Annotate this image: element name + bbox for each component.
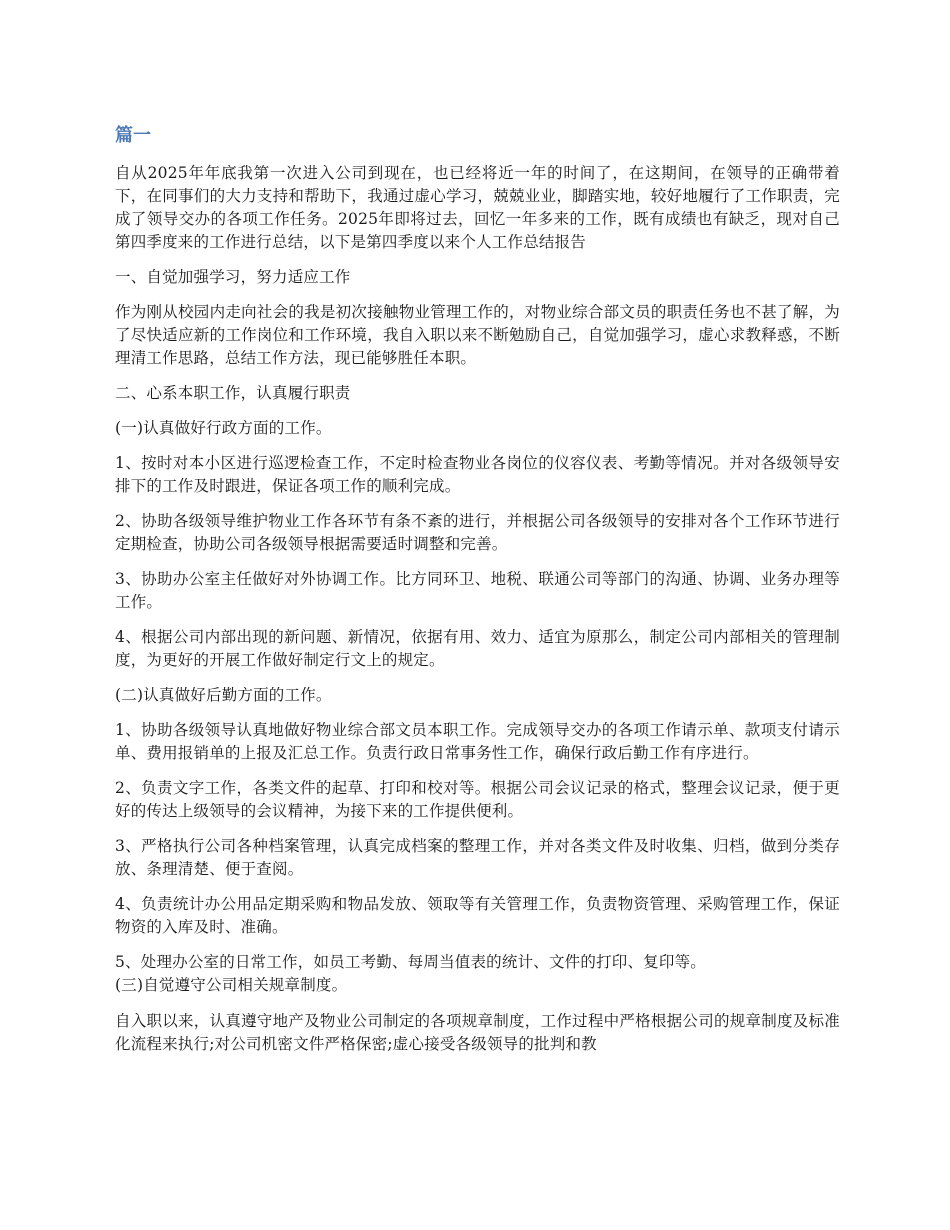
rules-paragraph: 自入职以来，认真遵守地产及物业公司制定的各项规章制度，工作过程中严格根据公司的规章制度及标准化流程来执行;对公司机密文件严格保密;虚心接受各级领导的批判和教	[115, 1012, 840, 1053]
logistics-item-3: 3、严格执行公司各种档案管理，认真完成档案的整理工作，并对各类文件及时收集、归档，做到分类存放、条理清楚、便于查阅。	[115, 837, 840, 878]
subsection-title-logistics: (二)认真做好后勤方面的工作。	[115, 686, 332, 704]
logistics-item-5: 5、处理办公室的日常工作，如员工考勤、每周当值表的统计、文件的打印、复印等。	[115, 953, 706, 971]
subsection-title-rules: (三)自觉遵守公司相关规章制度。	[115, 976, 348, 994]
admin-item-4: 4、根据公司内部出现的新问题、新情况，依据有用、效力、适宜为原那么，制定公司内部相关的管理制度，为更好的开展工作做好制定行文上的规定。	[115, 628, 840, 669]
admin-item-2: 2、协助各级领导维护物业工作各环节有条不紊的进行，并根据公司各级领导的安排对各个工作环节进行定期检查，协助公司各级领导根据需要适时调整和完善。	[115, 512, 840, 553]
document-body	[115, 122, 840, 1068]
logistics-item-1: 1、协助各级领导认真地做好物业综合部文员本职工作。完成领导交办的各项工作请示单、款项支付请示单、费用报销单的上报及汇总工作。负责行政日常事务性工作，确保行政后勤工作有序进行。	[115, 721, 840, 762]
admin-item-1: 1、按时对本小区进行巡逻检查工作，不定时检查物业各岗位的仪容仪表、考勤等情况。并对各级领导安排下的工作及时跟进，保证各项工作的顺利完成。	[115, 454, 840, 495]
section-heading: 篇一	[115, 125, 151, 146]
section-title-2: 二、心系本职工作，认真履行职责	[115, 384, 351, 402]
subsection-title-admin: (一)认真做好行政方面的工作。	[115, 419, 332, 437]
logistics-item-2: 2、负责文字工作，各类文件的起草、打印和校对等。根据公司会议记录的格式，整理会议记录，便于更好的传达上级领导的会议精神，为接下来的工作提供便利。	[115, 779, 840, 820]
intro-paragraph: 自从2025年年底我第一次进入公司到现在，也已经将近一年的时间了，在这期间，在领导的正确带着下，在同事们的大力支持和帮助下，我通过虚心学习，兢兢业业，脚踏实地，较好地履行了工作职责，完成了领导交办的各项工作任务。2025年即将过去，回忆一年多来的工作，既有成绩也有缺乏，现对自己第四季度来的工作进行总结，以下是第四季度以来个人工作总结报告	[115, 164, 840, 251]
admin-item-3: 3、协助办公室主任做好对外协调工作。比方同环卫、地税、联通公司等部门的沟通、协调、业务办理等工作。	[115, 570, 840, 611]
paragraph-learning: 作为刚从校园内走向社会的我是初次接触物业管理工作的，对物业综合部文员的职责任务也不甚了解，为了尽快适应新的工作岗位和工作环境，我自入职以来不断勉励自己，自觉加强学习，虚心求教释惑，不断理清工作思路，总结工作方法，现已能够胜任本职。	[115, 303, 840, 367]
logistics-item-4: 4、负责统计办公用品定期采购和物品发放、领取等有关管理工作，负责物资管理、采购管理工作，保证物资的入库及时、准确。	[115, 895, 840, 936]
section-title-1: 一、自觉加强学习，努力适应工作	[115, 268, 351, 286]
